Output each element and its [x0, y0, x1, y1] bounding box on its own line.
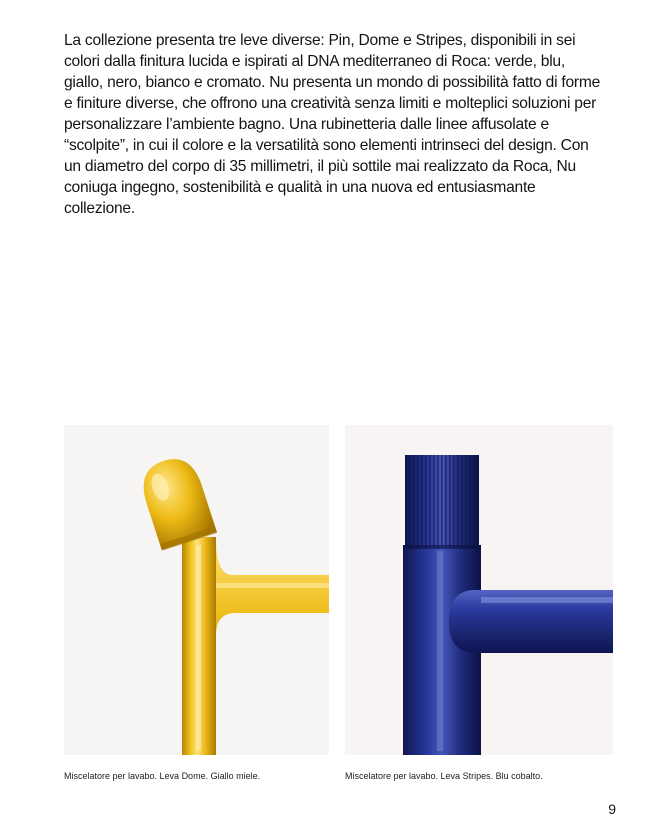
photo-blue-faucet-stripes-lever [345, 425, 613, 755]
page-number: 9 [608, 801, 616, 817]
photo-yellow-faucet-dome-lever [64, 425, 329, 755]
body-paragraph: La collezione presenta tre leve diverse: Pin, Dome e Stripes, disponibili in sei colori dalla finitura lucida e ispirati al DNA mediterraneo di Roca: verde, blu, giallo, nero, bianco e cromato. Nu presenta un mondo di possibilità fatto di forme e finiture diverse, che offrono una creatività senza limiti e molteplici soluzioni per personalizzare l’ambiente bagno. Una rubinetteria dalle linee affusolate e “scolpite”, in cui il colore e la versatilità sono elementi intrinseci del design. Con un diametro del corpo di 35 millimetri, il più sottile mai realizzato da Roca, Nu coniuga ingegno, sostenibilità e qualità in una nuova ed entusiasmante collezione. [64, 32, 600, 217]
photo-caption-left: Miscelatore per lavabo. Leva Dome. Giallo miele. [64, 771, 261, 781]
photo-caption-right: Miscelatore per lavabo. Leva Stripes. Blu cobalto. [345, 771, 543, 781]
